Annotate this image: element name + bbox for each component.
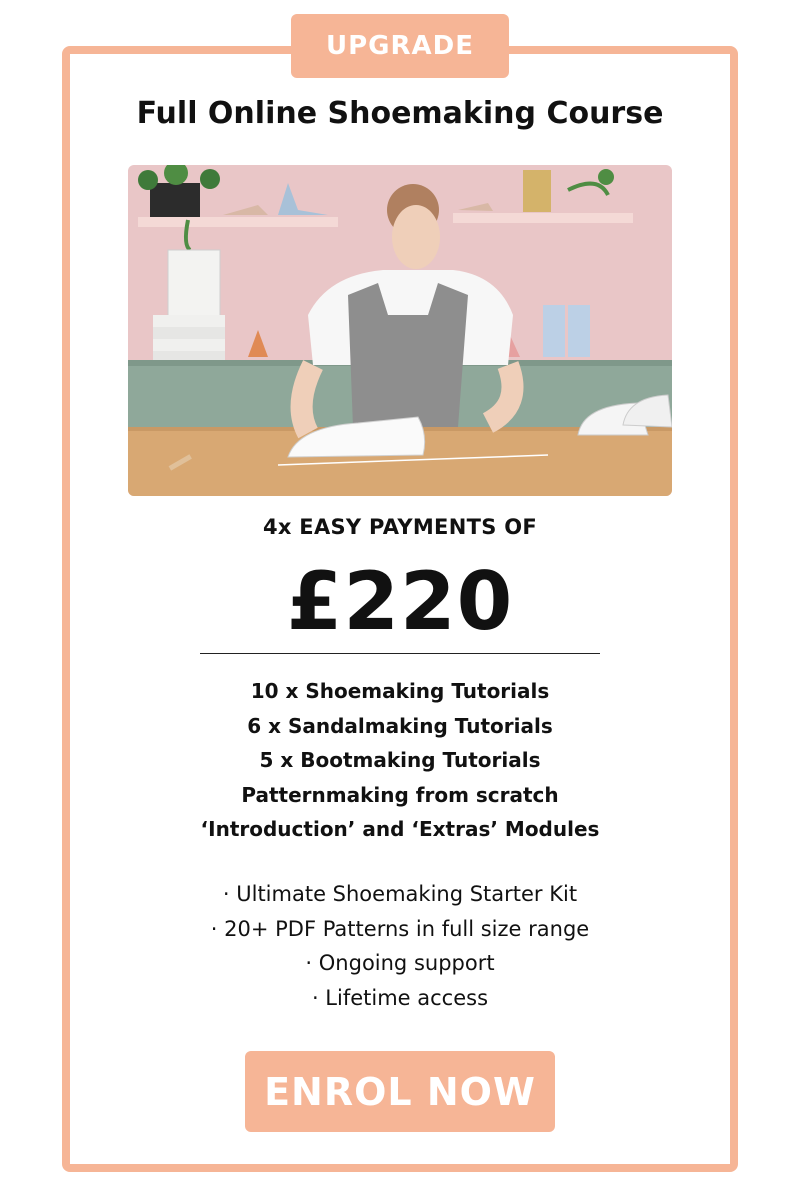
course-title: Full Online Shoemaking Course bbox=[136, 96, 664, 131]
module-item: 6 x Sandalmaking Tutorials bbox=[247, 713, 553, 738]
payments-label: 4x EASY PAYMENTS OF bbox=[262, 515, 538, 539]
feature-item: · Ongoing support bbox=[305, 951, 495, 975]
module-item: ‘Introduction’ and ‘Extras’ Modules bbox=[200, 817, 600, 841]
feature-item: · Lifetime access bbox=[311, 985, 489, 1010]
course-photo bbox=[128, 165, 672, 496]
feature-item: · Ultimate Shoemaking Starter Kit bbox=[222, 882, 578, 906]
price-divider bbox=[200, 653, 600, 654]
enrol-now-button[interactable]: ENROL NOW bbox=[245, 1051, 555, 1132]
features-list bbox=[0, 877, 800, 1015]
price-amount: £220 bbox=[286, 555, 514, 648]
module-item: Patternmaking from scratch bbox=[241, 782, 559, 807]
module-item: 10 x Shoemaking Tutorials bbox=[250, 679, 550, 703]
feature-item: · 20+ PDF Patterns in full size range bbox=[210, 916, 590, 941]
modules-list bbox=[0, 674, 800, 847]
upgrade-badge bbox=[291, 14, 509, 78]
module-item: 5 x Bootmaking Tutorials bbox=[259, 748, 541, 772]
upgrade-badge-label: UPGRADE bbox=[326, 31, 474, 61]
